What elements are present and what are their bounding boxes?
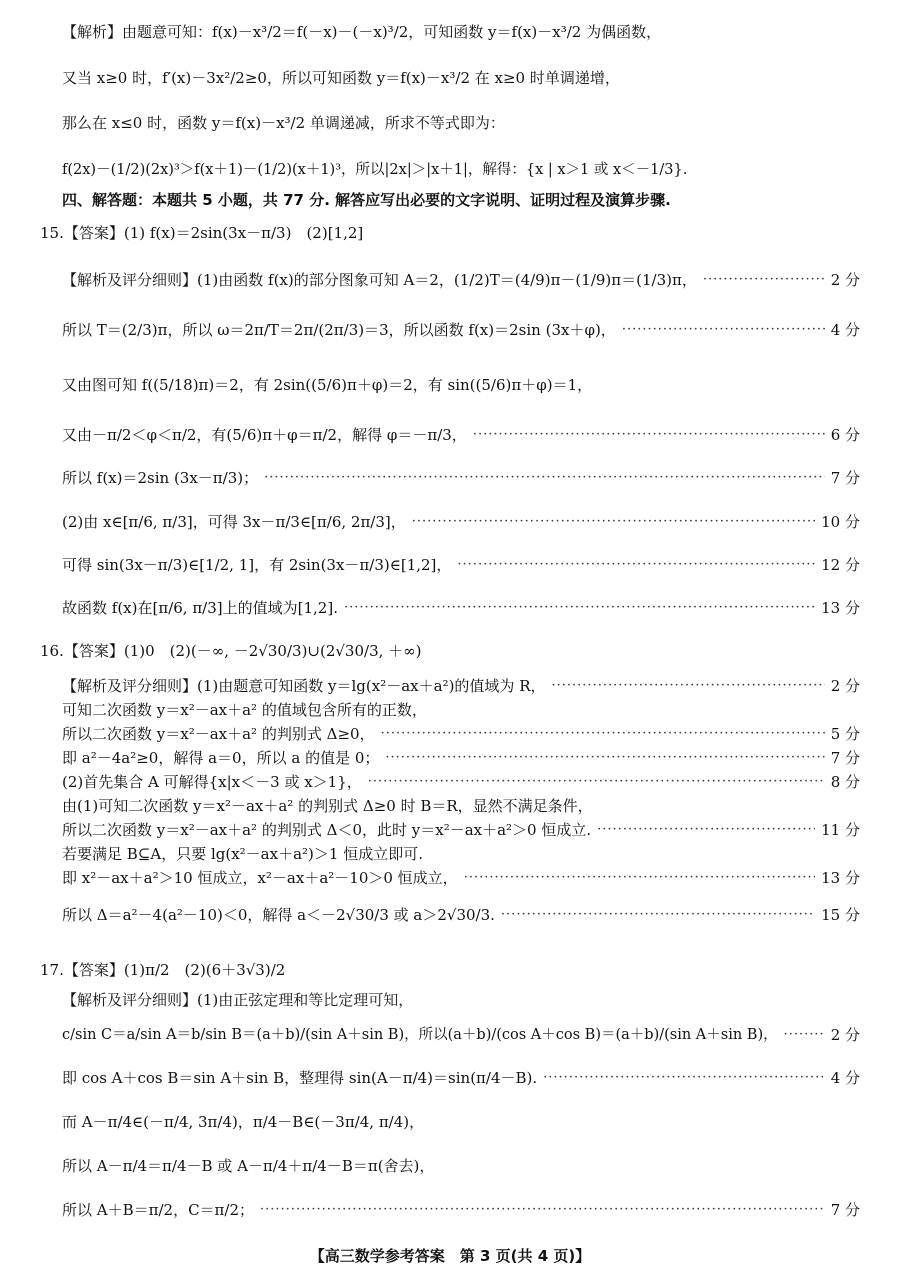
line-text: 即 x²－ax＋a²＞10 恒成立，x²－ax＋a²－10＞0 恒成立， [62,869,458,887]
line-text: 【解析及评分细则】(1)由正弦定理和等比定理可知， [62,991,414,1009]
line-text: c/sin C＝a/sin A＝b/sin B＝(a＋b)/(sin A＋sin B)，所以(a＋b)/(cos A＋cos B)＝(a＋b)/(sin A＋sin B)， [62,1027,778,1043]
score: 4 分 [830,321,860,339]
q17-line-6 [62,1200,860,1220]
score: 2 分 [830,1026,860,1044]
leader-dots [552,676,825,696]
q17-line-1 [62,990,860,1010]
line-text: 【解析及评分细则】(1)由题意可知函数 y＝lg(x²－ax＋a²)的值域为 R， [62,677,546,695]
line-text: 又由图可知 f((5/18)π)＝2，有 2sin((5/6)π＋φ)＝2，有 sin((5/6)π＋φ)＝1， [62,376,593,394]
line-text: 17.【答案】(1)π/2 (2)(6＋3√3)/2 [40,961,286,979]
line-text: 所以 A－π/4＝π/4－B 或 A－π/4＋π/4－B＝π(舍去)， [62,1157,435,1175]
line-text: 由(1)可知二次函数 y＝x²－ax＋a² 的判别式 Δ≥0 时 B＝R，显然不满足条件， [62,797,593,815]
line-text: 即 cos A＋cos B＝sin A＋sin B，整理得 sin(A－π/4)＝sin(π/4－B). [62,1069,538,1087]
q15-line-7 [62,555,860,575]
line-text: 又当 x≥0 时，f′(x)－3x²/2≥0，所以可知函数 y＝f(x)－x³/2 在 x≥0 时单调递增， [62,69,620,87]
q15-line-1 [62,270,860,290]
score: 6 分 [830,426,860,444]
line-text: (2)首先集合 A 可解得{x|x＜－3 或 x＞1}， [62,773,362,791]
score: 13 分 [821,599,860,617]
q16-line-9 [62,868,860,888]
line-text: (2)由 x∈[π/6, π/3]，可得 3x－π/3∈[π/6, 2π/3]， [62,513,406,531]
leader-dots [457,555,815,575]
line-text: 15.【答案】(1) f(x)＝2sin(3x－π/3) (2)[1,2] [40,224,364,242]
line-text: 【解析及评分细则】(1)由函数 f(x)的部分图象可知 A＝2，(1/2)T＝(4/9)π－(1/9)π＝(1/3)π， [62,271,697,289]
q16-line-5 [62,772,860,792]
score: 7 分 [830,1201,860,1219]
line-text: 所以二次函数 y＝x²－ax＋a² 的判别式 Δ≥0， [62,725,375,743]
line-text: 所以 f(x)＝2sin (3x－π/3)； [62,469,259,487]
leader-dots [784,1025,825,1045]
q16-line-7 [62,820,860,840]
line-2 [62,68,860,88]
q17-line-4 [62,1112,860,1132]
q16-answer [40,641,860,661]
line-text: 16.【答案】(1)0 (2)(－∞, －2√30/3)∪(2√30/3, ＋∞) [40,642,422,660]
q15-answer [40,223,860,243]
q15-line-3 [62,375,860,395]
score: 15 分 [821,906,860,924]
leader-dots [264,468,825,488]
line-text: 四、解答题：本题共 5 小题，共 77 分. 解答应写出必要的文字说明、证明过程及演算步骤. [62,191,671,209]
line-1 [62,22,860,42]
q17-line-3 [62,1068,860,1088]
q16-line-10 [62,905,860,925]
line-text: f(2x)－(1/2)(2x)³＞f(x＋1)－(1/2)(x＋1)³，所以|2x|＞|x＋1|，解得：{x | x＞1 或 x＜－1/3}. [62,162,688,178]
score: 2 分 [830,677,860,695]
q16-line-4 [62,748,860,768]
line-text: 又由－π/2＜φ＜π/2，有(5/6)π＋φ＝π/2，解得 φ＝－π/3， [62,426,467,444]
q16-line-6 [62,796,860,816]
leader-dots [501,905,815,925]
line-4 [62,160,860,180]
score: 7 分 [830,749,860,767]
score: 13 分 [821,869,860,887]
line-text: 所以 A＋B＝π/2，C＝π/2； [62,1201,255,1219]
line-3 [62,113,860,133]
line-text: 故函数 f(x)在[π/6, π/3]上的值域为[1,2]. [62,599,338,617]
score: 7 分 [830,469,860,487]
leader-dots [597,820,815,840]
line-text: 【解析】由题意可知：f(x)－x³/2＝f(－x)－(－x)³/2，可知函数 y＝f(x)－x³/2 为偶函数， [62,23,662,41]
q15-line-2 [62,320,860,340]
leader-dots [368,772,825,792]
leader-dots [543,1068,825,1088]
leader-dots [385,748,824,768]
leader-dots [260,1200,825,1220]
q17-line-2 [62,1025,860,1045]
leader-dots [473,425,825,445]
section-heading [62,190,860,210]
line-text: 可知二次函数 y＝x²－ax＋a² 的值域包含所有的正数， [62,701,427,719]
q17-answer [40,960,860,980]
leader-dots [622,320,825,340]
line-text: 所以 Δ＝a²－4(a²－10)＜0，解得 a＜－2√30/3 或 a＞2√30/3. [62,906,495,924]
leader-dots [703,270,825,290]
score: 5 分 [830,725,860,743]
leader-dots [344,598,815,618]
line-text: 可得 sin(3x－π/3)∈[1/2, 1]，有 2sin(3x－π/3)∈[1,2]， [62,556,452,574]
leader-dots [381,724,825,744]
score: 10 分 [821,513,860,531]
q16-line-8 [62,844,860,864]
q16-line-3 [62,724,860,744]
q15-line-6 [62,512,860,532]
line-text: 所以 T＝(2/3)π，所以 ω＝2π/T＝2π/(2π/3)＝3，所以函数 f(x)＝2sin (3x＋φ)， [62,321,616,339]
q16-line-2 [62,700,860,720]
q15-line-4 [62,425,860,445]
score: 12 分 [821,556,860,574]
line-text: 所以二次函数 y＝x²－ax＋a² 的判别式 Δ＜0，此时 y＝x²－ax＋a²＞0 恒成立. [62,821,592,839]
score: 11 分 [821,821,860,839]
line-text: 即 a²－4a²≥0，解得 a＝0，所以 a 的值是 0； [62,749,380,767]
line-text: 若要满足 B⊆A，只要 lg(x²－ax＋a²)＞1 恒成立即可. [62,845,423,863]
line-text: 那么在 x≤0 时，函数 y＝f(x)－x³/2 单调递减，所求不等式即为： [62,114,505,132]
score: 8 分 [830,773,860,791]
q15-line-8 [62,598,860,618]
line-text: 而 A－π/4∈(－π/4, 3π/4)，π/4－B∈(－3π/4, π/4)， [62,1113,425,1131]
score: 4 分 [830,1069,860,1087]
q17-line-5 [62,1156,860,1176]
page-footer: 【高三数学参考答案 第 3 页(共 4 页)】 [309,1247,591,1265]
score: 2 分 [830,271,860,289]
leader-dots [464,868,815,888]
q16-line-1 [62,676,860,696]
q15-line-5 [62,468,860,488]
leader-dots [412,512,815,532]
